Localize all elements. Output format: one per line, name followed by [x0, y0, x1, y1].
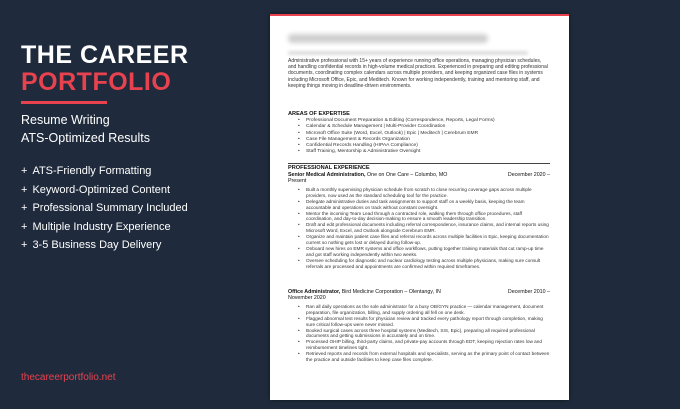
feature-item: [21, 201, 188, 220]
feature-item: [21, 183, 188, 202]
job-bullet: • Oversee scheduling for diagnostic and nuclear cardiology testing across multiple physicians, making sure consult referrals are processed and appointments are confirmed within required timeframes.: [306, 258, 550, 270]
title-line-2: PORTFOLIO: [21, 68, 172, 96]
job-bullet: • Delegate administrative duties and task assignments to support staff on a weekly basis, keeping the team accountable and operations on track without constant oversight.: [306, 199, 550, 211]
feature-label: 3-5 Business Day Delivery: [32, 239, 162, 251]
job-bullet: • Draft and edit professional documents including referral correspondence, insurance claims, and internal reports using Microsoft Word, Excel, and Outlook alongside Cerebrum EMR.: [306, 222, 550, 234]
feature-label: Multiple Industry Experience: [32, 220, 171, 233]
feature-label: Professional Summary Included: [32, 202, 188, 214]
job-bullet: • Onboard new hires on EMR systems and office workflows, putting together training materials that cut ramp-up time and got staff working independently within two weeks.: [306, 246, 550, 258]
feature-item: [21, 220, 188, 239]
area-item: • Confidential Records Handling (HIPAA Compliance): [306, 143, 495, 149]
job-bullet: • Mentor the incoming Team Lead through a contracted role, walking them through office procedures, staff coordination, and day-to-day decision-making to ensure a smooth leadership transition.: [306, 211, 550, 223]
title-line-1: THE CAREER: [21, 41, 189, 69]
feature-item: [21, 238, 188, 257]
job-bullet: • Flagged abnormal test results for physician review and tracked every pathology report through completion, making sure critical follow-ups were never missed.: [306, 316, 550, 328]
job-2-dates-end: November 2020: [288, 295, 326, 302]
job-bullet: • Organize and maintain patient case files and referral records across multiple facilities in Epic, keeping documentation current so nothing gets lost or delayed during follow-up.: [306, 234, 550, 246]
resume-top-accent: [270, 14, 569, 16]
plus-icon: +: [21, 202, 28, 214]
feature-list: [21, 164, 188, 257]
job-1-dates-end: Present: [288, 178, 307, 185]
plus-icon: +: [21, 165, 28, 177]
job-bullet: • Ran all daily operations as the sole administrator for a busy OB/GYN practice — calendar management, document preparation, file organization, billing, and supply ordering all fell on one desk.: [306, 304, 550, 316]
area-item: • Calendar & Schedule Management | Multi-Provider Coordination: [306, 124, 495, 130]
job-bullet: • Processed OHIP billing, third-party claims, and private-pay accounts through EDT, keeping rejection rates low and reimbursement timelines tight.: [306, 339, 550, 351]
blurred-name: [288, 34, 488, 43]
job-2-title: Office Administrator,: [288, 289, 341, 295]
areas-heading: AREAS OF EXPERTISE: [288, 111, 350, 117]
resume-summary: Administrative professional with 15+ years of experience running office operations, managing physician schedules, and handling confidential records in high-volume medical practices. Experienced in preparing and editing professional documents, coordinating complex calendars across multiple providers, and keeping organized case files in systems including Microsoft Office, Epic, and Meditech. Known for working independently, training and mentoring staff, and keeping things moving in deadline-driven environments.: [288, 58, 548, 89]
blurred-contact: [288, 51, 528, 55]
plus-icon: +: [21, 220, 28, 233]
accent-divider: [21, 101, 107, 104]
feature-label: Keyword-Optimized Content: [32, 183, 170, 196]
subtitle-line-1: Resume Writing: [21, 113, 110, 127]
plus-icon: +: [21, 183, 28, 196]
promo-panel: [0, 0, 265, 409]
feature-label: ATS-Friendly Formatting: [32, 165, 152, 177]
area-item: • Case File Management & Records Organization: [306, 137, 495, 143]
subtitle-line-2: ATS-Optimized Results: [21, 131, 150, 145]
areas-list: [306, 118, 495, 156]
job-bullet: • Built a monthly supervising physician schedule from scratch to close recurring coverage gaps across multiple providers, now used as the standard scheduling tool for the practice.: [306, 187, 550, 199]
website-link[interactable]: thecareerportfolio.net: [21, 372, 116, 383]
experience-heading: PROFESSIONAL EXPERIENCE: [288, 165, 370, 171]
area-item: • Professional Document Preparation & Editing (Correspondence, Reports, Legal Forms): [306, 118, 495, 124]
job-2-dates: December 2010 –: [507, 289, 550, 295]
job-1-header: [288, 172, 550, 185]
job-2-header: [288, 289, 550, 302]
job-bullet: • Retrieved reports and records from external hospitals and specialists, serving as the primary point of contact between the practice and outside facilities to keep case files complete.: [306, 351, 550, 363]
area-item: • Staff Training, Mentorship & Administrative Oversight: [306, 149, 495, 155]
job-2-employer: Bird Medicine Corporation – Olentangy, IN: [341, 289, 441, 295]
feature-item: [21, 164, 188, 183]
section-divider: [288, 163, 550, 164]
resume-preview: [270, 14, 569, 400]
plus-icon: +: [21, 239, 28, 251]
job-2-bullets: [306, 304, 550, 363]
job-1-employer: One on One Care – Columbo, MO: [367, 172, 448, 178]
area-item: • Microsoft Office Suite (Word, Excel, Outlook) | Epic | Meditech | Cerebrum EMR: [306, 131, 495, 137]
job-1-bullets: [306, 187, 550, 270]
job-1-title: Senior Medical Administration,: [288, 172, 366, 178]
job-bullet: • Booked surgical cases across three hospital systems (Meditech, SIS, Epic), preparing all required professional documents and getting submissions in accurately and on time.: [306, 328, 550, 340]
job-1-dates: December 2020 –: [507, 172, 550, 178]
